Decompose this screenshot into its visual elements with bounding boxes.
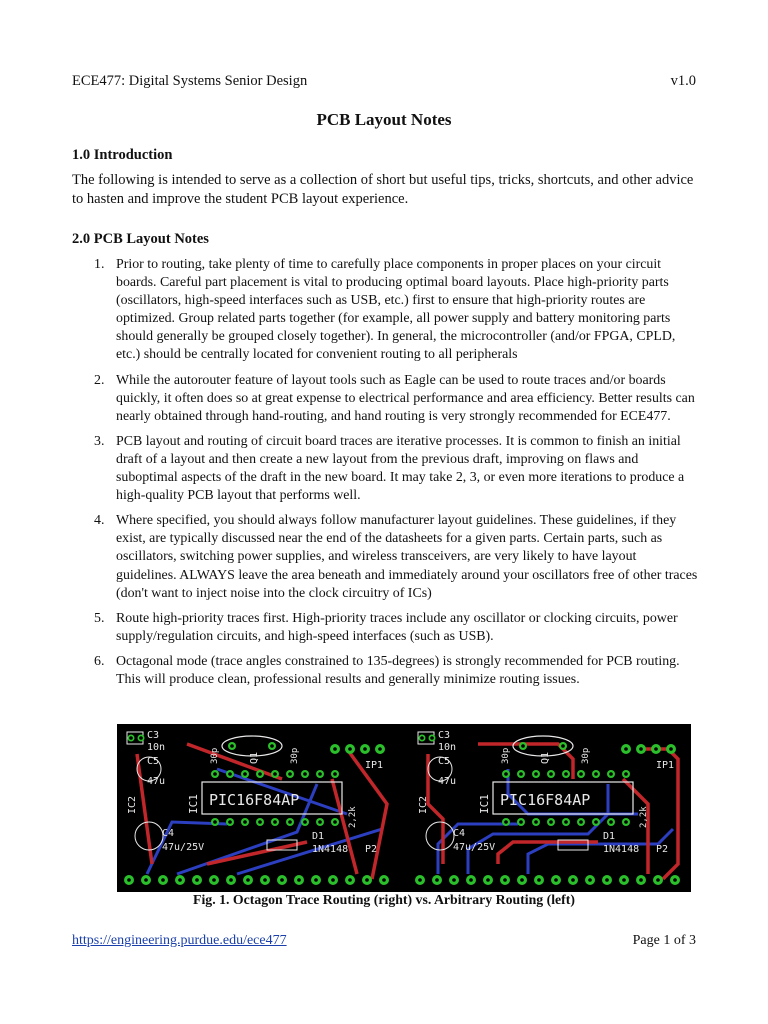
pcb-drill-hole bbox=[673, 878, 677, 882]
pcb-drill-hole bbox=[331, 878, 335, 882]
pcb-drill-hole bbox=[333, 772, 337, 776]
c5-label: C5 bbox=[147, 756, 160, 767]
pcb-drill-hole bbox=[288, 820, 292, 824]
r1-value-label: 2,2k bbox=[348, 806, 358, 828]
figure-caption: Fig. 1. Octagon Trace Routing (right) vs. Arbitrary Routing (left) bbox=[193, 892, 575, 907]
pcb-drill-hole bbox=[624, 820, 628, 824]
pcb-drill-hole bbox=[303, 820, 307, 824]
list-number: 5. bbox=[94, 610, 105, 626]
c4-label: C4 bbox=[453, 828, 466, 839]
c3-value-label: 10n bbox=[438, 742, 457, 753]
pcb-drill-hole bbox=[519, 772, 523, 776]
pcb-drill-hole bbox=[348, 747, 352, 751]
page-number: Page 1 of 3 bbox=[632, 933, 696, 948]
q1-label: Q1 bbox=[540, 751, 551, 764]
pcb-drill-hole bbox=[243, 772, 247, 776]
list-text: While the autorouter feature of layout tools such as Eagle can be used to route traces and/or boards quickly, it often does so at great expense to electrical performance and area efficiency. Better results can nearly obtained through hand-routing, and hand routing is very strongly recommended for ECE477. bbox=[116, 372, 695, 424]
list-text: Octagonal mode (trace angles constrained to 135-degrees) is strongly recommended for PCB routing. This will produce clean, professional results and generally minimize routing issues. bbox=[116, 653, 680, 687]
pcb-drill-hole bbox=[273, 820, 277, 824]
ic-part-label: PIC16F84AP bbox=[209, 791, 300, 809]
pcb-drill-hole bbox=[564, 820, 568, 824]
section-heading-layout-notes: 2.0 PCB Layout Notes bbox=[72, 231, 209, 247]
pcb-drill-hole bbox=[243, 820, 247, 824]
pcb-drill-hole bbox=[363, 747, 367, 751]
layout-note-item bbox=[72, 256, 698, 365]
pcb-drill-hole bbox=[129, 736, 133, 740]
diode-part-label: 1N4148 bbox=[603, 844, 640, 855]
pcb-drill-hole bbox=[195, 878, 199, 882]
c1-value-label: 30p bbox=[210, 747, 220, 764]
pcb-drill-hole bbox=[594, 772, 598, 776]
document-title: PCB Layout Notes bbox=[316, 110, 452, 129]
pcb-figure bbox=[117, 724, 691, 892]
pcb-drill-hole bbox=[609, 772, 613, 776]
pcb-drill-hole bbox=[656, 878, 660, 882]
d1-label: D1 bbox=[603, 831, 616, 842]
pcb-drill-hole bbox=[212, 878, 216, 882]
pcb-drill-hole bbox=[594, 820, 598, 824]
pcb-drill-hole bbox=[534, 820, 538, 824]
pcb-drill-hole bbox=[609, 820, 613, 824]
pcb-drill-hole bbox=[624, 772, 628, 776]
pcb-drill-hole bbox=[273, 772, 277, 776]
list-number: 1. bbox=[94, 257, 105, 272]
pcb-drill-hole bbox=[303, 772, 307, 776]
course-url-link[interactable]: https://engineering.purdue.edu/ece477 bbox=[72, 933, 287, 948]
c4-value-label: 47u/25V bbox=[453, 842, 496, 853]
course-title: ECE477: Digital Systems Senior Design bbox=[72, 73, 308, 89]
pcb-drill-hole bbox=[258, 820, 262, 824]
pcb-drill-hole bbox=[554, 878, 558, 882]
pcb-drill-hole bbox=[230, 744, 234, 748]
introduction-paragraph: The following is intended to serve as a collection of short but useful tips, tricks, shortcuts, and other advice to hasten and improve the student PCB layout experience. bbox=[72, 172, 694, 207]
pcb-drill-hole bbox=[654, 747, 658, 751]
pcb-drill-hole bbox=[521, 744, 525, 748]
ic1-label: IC1 bbox=[187, 794, 200, 814]
c5-label: C5 bbox=[438, 756, 451, 767]
pcb-drill-hole bbox=[669, 747, 673, 751]
pcb-drill-hole bbox=[624, 747, 628, 751]
board-divider bbox=[402, 724, 406, 892]
pcb-drill-hole bbox=[127, 878, 131, 882]
c2-value-label: 30p bbox=[290, 747, 300, 764]
pcb-drill-hole bbox=[318, 772, 322, 776]
pcb-drill-hole bbox=[348, 878, 352, 882]
pcb-drill-hole bbox=[588, 878, 592, 882]
d1-label: D1 bbox=[312, 831, 325, 842]
ip1-label: IP1 bbox=[365, 760, 384, 771]
pcb-drill-hole bbox=[564, 772, 568, 776]
pcb-drill-hole bbox=[520, 878, 524, 882]
pcb-drill-hole bbox=[178, 878, 182, 882]
layout-note-item bbox=[72, 653, 698, 689]
list-number: 2. bbox=[94, 372, 105, 388]
p2-label: P2 bbox=[656, 844, 669, 855]
page-header bbox=[72, 73, 696, 93]
pcb-drill-hole bbox=[314, 878, 318, 882]
pcb-drill-hole bbox=[144, 878, 148, 882]
c2-value-label: 30p bbox=[581, 747, 591, 764]
list-number: 3. bbox=[94, 433, 105, 449]
c3-label: C3 bbox=[147, 730, 160, 741]
list-number: 4. bbox=[94, 513, 105, 529]
c3-label: C3 bbox=[438, 730, 451, 741]
pcb-drill-hole bbox=[549, 772, 553, 776]
pcb-drill-hole bbox=[382, 878, 386, 882]
pcb-drill-hole bbox=[537, 878, 541, 882]
layout-note-item bbox=[72, 610, 698, 646]
list-text: Where specified, you should always follow manufacturer layout guidelines. These guidelines, if they exist, are typically discussed near the end of the datasheets for a given parts. Certain parts, such as oscillators, switching power supplies, and wireless transceivers, are very likely to have layout guidelines. ALWAYS leave the area beneath and immediately around your oscillators free of other traces (don't want to inject noise into the clock circuitry of ICs) bbox=[116, 513, 698, 601]
pcb-drill-hole bbox=[639, 747, 643, 751]
pcb-drill-hole bbox=[228, 772, 232, 776]
ic2-label: IC2 bbox=[418, 795, 429, 814]
layout-note-item bbox=[72, 372, 698, 426]
pcb-drill-hole bbox=[452, 878, 456, 882]
pcb-drill-hole bbox=[280, 878, 284, 882]
list-text: Route high-priority traces first. High-priority traces include any oscillator or clocking circuits, power supply/regulation circuits, and high-speed interfaces (such as USB). bbox=[116, 610, 678, 644]
pcb-drill-hole bbox=[378, 747, 382, 751]
pcb-drill-hole bbox=[213, 820, 217, 824]
pcb-drill-hole bbox=[504, 820, 508, 824]
pcb-drill-hole bbox=[435, 878, 439, 882]
pcb-drill-hole bbox=[258, 772, 262, 776]
c1-value-label: 30p bbox=[501, 747, 511, 764]
pcb-drill-hole bbox=[246, 878, 250, 882]
pcb-drill-hole bbox=[561, 744, 565, 748]
layout-note-item bbox=[72, 433, 698, 505]
ic-part-label: PIC16F84AP bbox=[500, 791, 591, 809]
pcb-drill-hole bbox=[229, 878, 233, 882]
pcb-drill-hole bbox=[504, 772, 508, 776]
pcb-drill-hole bbox=[318, 820, 322, 824]
pcb-drill-hole bbox=[365, 878, 369, 882]
pcb-drill-hole bbox=[639, 878, 643, 882]
pcb-drill-hole bbox=[622, 878, 626, 882]
c5-value-label: 47u bbox=[147, 776, 166, 787]
q1-label: Q1 bbox=[249, 751, 260, 764]
pcb-drill-hole bbox=[270, 744, 274, 748]
pcb-drill-hole bbox=[297, 878, 301, 882]
pcb-drill-hole bbox=[503, 878, 507, 882]
layout-notes-list bbox=[72, 256, 698, 696]
pcb-drill-hole bbox=[571, 878, 575, 882]
layout-note-item bbox=[72, 512, 698, 602]
diode-part-label: 1N4148 bbox=[312, 844, 349, 855]
p2-label: P2 bbox=[365, 844, 378, 855]
pcb-drill-hole bbox=[263, 878, 267, 882]
c3-value-label: 10n bbox=[147, 742, 166, 753]
pcb-drill-hole bbox=[420, 736, 424, 740]
list-number: 6. bbox=[94, 653, 105, 669]
pcb-drill-hole bbox=[519, 820, 523, 824]
page-footer bbox=[72, 933, 696, 953]
ic1-label: IC1 bbox=[478, 794, 491, 814]
r1-value-label: 2,2k bbox=[639, 806, 649, 828]
pcb-drill-hole bbox=[579, 820, 583, 824]
section-heading-introduction: 1.0 Introduction bbox=[72, 147, 173, 163]
c4-label: C4 bbox=[162, 828, 175, 839]
ip1-label: IP1 bbox=[656, 760, 675, 771]
version-label: v1.0 bbox=[670, 73, 696, 89]
pcb-drill-hole bbox=[139, 736, 143, 740]
pcb-drill-hole bbox=[228, 820, 232, 824]
pcb-drill-hole bbox=[579, 772, 583, 776]
list-text: Prior to routing, take plenty of time to carefully place components in proper places on your circuit boards. Careful part placement is vital to producing optimal board layouts. Place high-priority parts (oscillators, high-speed interfaces such as USB, etc.) first to ensure that high-priority routes are optimized. Group related parts together (for example, all power supply and battery monitoring parts should generally be grouped closely together). In general, the microcontroller (and/or FPGA, CPLD, etc.) should be centrally located for convenient routing to all peripherals bbox=[116, 257, 676, 363]
pcb-drill-hole bbox=[418, 878, 422, 882]
pcb-drill-hole bbox=[534, 772, 538, 776]
pcb-drill-hole bbox=[213, 772, 217, 776]
pcb-drill-hole bbox=[288, 772, 292, 776]
pcb-drill-hole bbox=[469, 878, 473, 882]
ic2-label: IC2 bbox=[127, 795, 138, 814]
c5-value-label: 47u bbox=[438, 776, 457, 787]
pcb-drill-hole bbox=[333, 747, 337, 751]
pcb-drill-hole bbox=[333, 820, 337, 824]
pcb-drill-hole bbox=[549, 820, 553, 824]
pcb-drill-hole bbox=[430, 736, 434, 740]
pcb-drill-hole bbox=[486, 878, 490, 882]
list-text: PCB layout and routing of circuit board traces are iterative processes. It is common to finish an initial draft of a layout and then create a new layout from the previous draft, improving on flaws and suboptimal aspects of the draft in the new board. It may take 2, 3, or even more iterations to produce a high-quality PCB layout that performs well. bbox=[116, 433, 685, 504]
pcb-drill-hole bbox=[161, 878, 165, 882]
pcb-layout-image bbox=[117, 724, 691, 892]
pcb-drill-hole bbox=[605, 878, 609, 882]
c4-value-label: 47u/25V bbox=[162, 842, 205, 853]
